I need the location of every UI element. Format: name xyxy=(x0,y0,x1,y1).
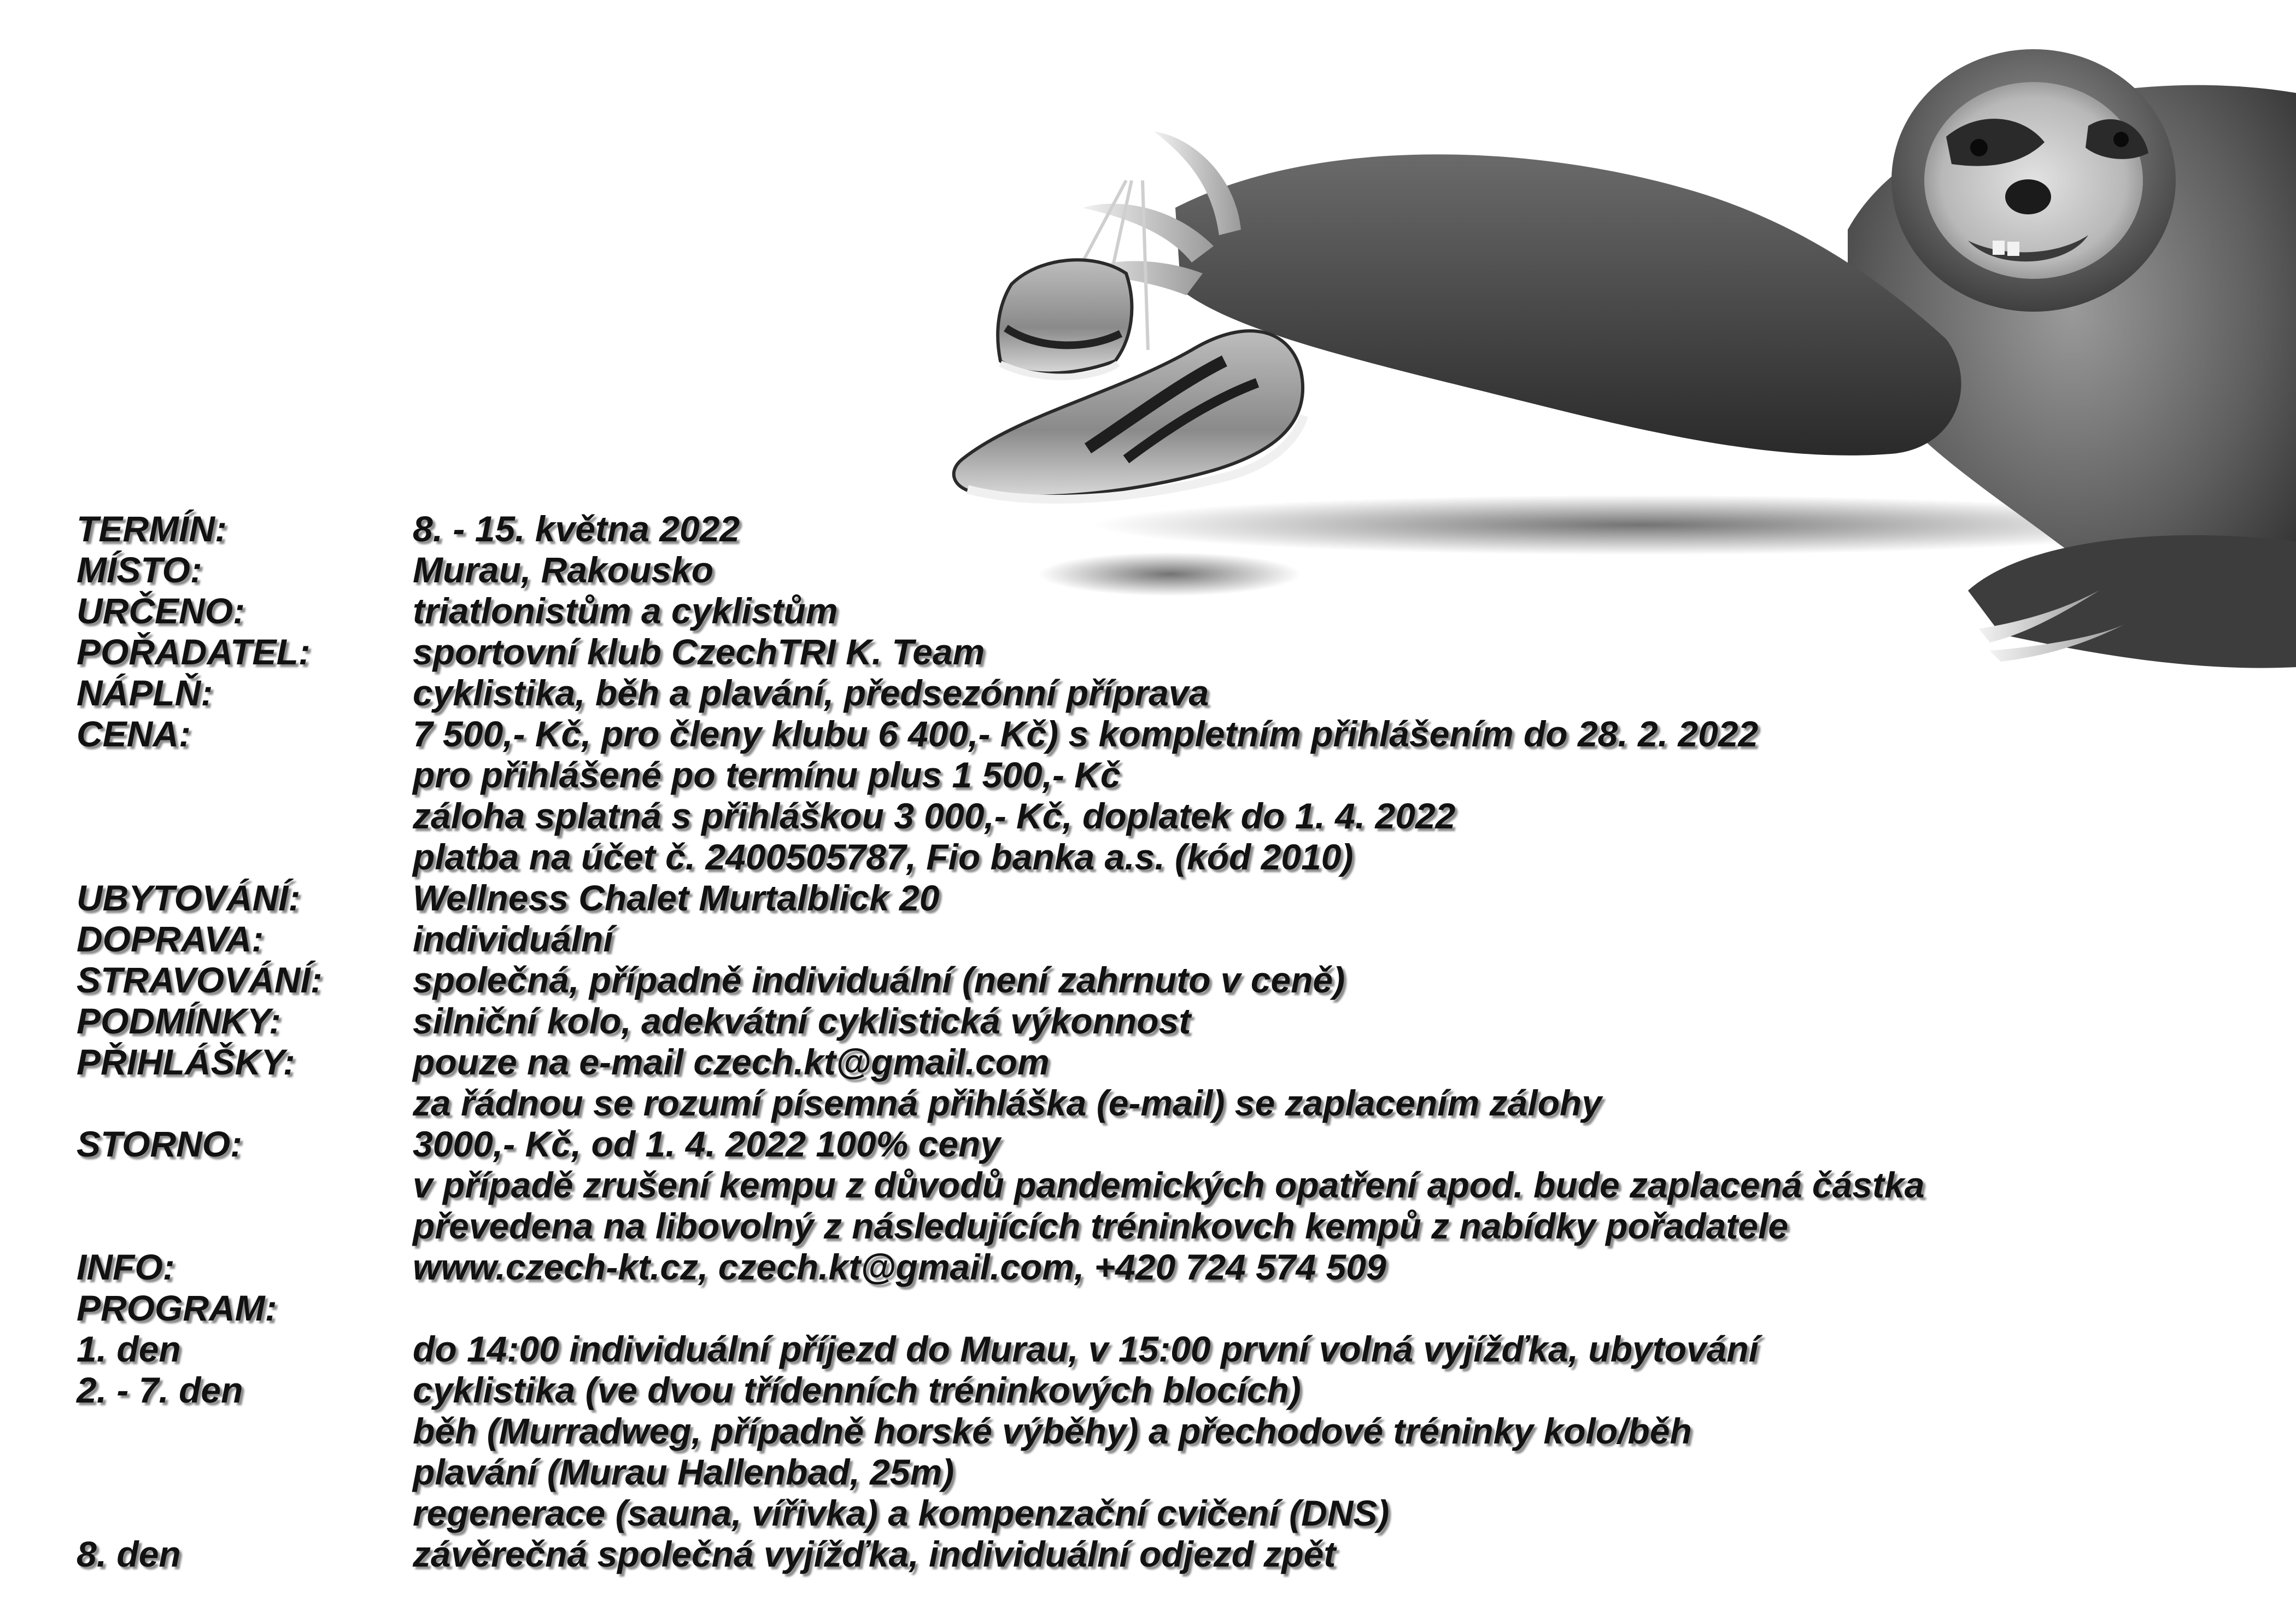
info-row xyxy=(77,1288,2241,1329)
info-value-line: cyklistika, běh a plavání, předsezónní příprava xyxy=(413,673,1209,713)
info-value-line: sportovní klub CzechTRI K. Team xyxy=(413,632,985,672)
info-value-line: do 14:00 individuální příjezd do Murau, v 15:00 první volná vyjížďka, ubytování xyxy=(413,1329,1759,1369)
info-label: MÍSTO: xyxy=(77,550,202,590)
info-values xyxy=(413,878,2241,919)
info-value-line: www.czech-kt.cz, czech.kt@gmail.com, +420 724 574 509 xyxy=(413,1247,1386,1287)
info-row xyxy=(77,1042,2241,1124)
info-values xyxy=(413,1042,2241,1124)
info-value-line: v případě zrušení kempu z důvodů pandemických opatření apod. bude zaplacená částka xyxy=(413,1165,1925,1205)
info-value-line: záloha splatná s přihláškou 3 000,- Kč, doplatek do 1. 4. 2022 xyxy=(413,796,1456,836)
info-label: 2. - 7. den xyxy=(77,1370,243,1410)
sloth-head xyxy=(1891,49,2176,312)
info-value-line: plavání (Murau Hallenbad, 25m) xyxy=(413,1452,954,1492)
info-values xyxy=(413,1329,2241,1370)
info-values xyxy=(413,632,2241,673)
info-value-line: triatlonistům a cyklistům xyxy=(413,591,838,631)
info-row xyxy=(77,632,2241,673)
info-label: PŘIHLÁŠKY: xyxy=(77,1042,295,1082)
info-value-line: Wellness Chalet Murtalblick 20 xyxy=(413,878,940,918)
info-row xyxy=(77,878,2241,919)
info-row xyxy=(77,1329,2241,1370)
info-value-line: společná, případně individuální (není zahrnuto v ceně) xyxy=(413,960,1345,1000)
info-value-line: platba na účet č. 2400505787, Fio banka a.s. (kód 2010) xyxy=(413,837,1354,877)
info-value-line: 8. - 15. května 2022 xyxy=(413,509,740,549)
info-label: PODMÍNKY: xyxy=(77,1001,282,1041)
info-label: PROGRAM: xyxy=(77,1288,277,1328)
info-value-line: 7 500,- Kč, pro členy klubu 6 400,- Kč) s kompletním přihlášením do 28. 2. 2022 xyxy=(413,714,1759,754)
info-label: URČENO: xyxy=(77,591,245,631)
info-value-line: pro přihlášené po termínu plus 1 500,- Kč xyxy=(413,755,1121,795)
info-label: STRAVOVÁNÍ: xyxy=(77,960,323,1000)
info-value-line: závěrečná společná vyjížďka, individuální odjezd zpět xyxy=(413,1534,1336,1574)
info-label: CENA: xyxy=(77,714,191,754)
info-value-line: regenerace (sauna, vířivka) a kompenzační cvičení (DNS) xyxy=(413,1493,1390,1533)
info-values xyxy=(413,1288,2241,1329)
info-row xyxy=(77,1370,2241,1534)
info-values xyxy=(413,1124,2241,1247)
info-label: INFO: xyxy=(77,1247,175,1287)
info-values xyxy=(413,509,2241,550)
info-row xyxy=(77,550,2241,591)
info-row xyxy=(77,591,2241,632)
info-label: DOPRAVA: xyxy=(77,919,264,959)
info-label: 1. den xyxy=(77,1329,181,1369)
info-value-line xyxy=(413,1288,2241,1329)
info-row xyxy=(77,673,2241,714)
info-row xyxy=(77,509,2241,550)
info-label: 8. den xyxy=(77,1534,181,1574)
info-values xyxy=(413,960,2241,1001)
info-label: UBYTOVÁNÍ: xyxy=(77,878,301,918)
info-value-line: běh (Murradweg, případně horské výběhy) a přechodové tréninky kolo/běh xyxy=(413,1411,1692,1451)
info-values xyxy=(413,919,2241,960)
info-values xyxy=(413,1247,2241,1288)
info-value-line: individuální xyxy=(413,919,613,959)
info-value-line: cyklistika (ve dvou třídenních tréninkových blocích) xyxy=(413,1370,1301,1410)
info-label: POŘADATEL: xyxy=(77,632,311,672)
info-label: TERMÍN: xyxy=(77,509,227,549)
camp-info-list xyxy=(77,509,2241,1575)
running-shoe-upper xyxy=(998,260,1132,377)
info-row xyxy=(77,714,2241,878)
info-values xyxy=(413,1001,2241,1042)
info-values xyxy=(413,673,2241,714)
info-row xyxy=(77,1534,2241,1575)
info-row xyxy=(77,1001,2241,1042)
info-value-line: 3000,- Kč, od 1. 4. 2022 100% ceny xyxy=(413,1124,1000,1164)
info-values xyxy=(413,1370,2241,1534)
info-label: NÁPLŇ: xyxy=(77,673,213,713)
info-row xyxy=(77,919,2241,960)
info-value-line: silniční kolo, adekvátní cyklistická výkonnost xyxy=(413,1001,1191,1041)
info-value-line: za řádnou se rozumí písemná přihláška (e-mail) se zaplacením zálohy xyxy=(413,1083,1602,1123)
info-row xyxy=(77,1247,2241,1288)
info-value-line: Murau, Rakousko xyxy=(413,550,714,590)
info-values xyxy=(413,1534,2241,1575)
info-row xyxy=(77,1124,2241,1247)
info-values xyxy=(413,591,2241,632)
info-row xyxy=(77,960,2241,1001)
info-value-line: převedena na libovolný z následujících tréninkovch kempů z nabídky pořadatele xyxy=(413,1206,1789,1246)
info-label: STORNO: xyxy=(77,1124,243,1164)
info-values xyxy=(413,550,2241,591)
info-values xyxy=(413,714,2241,878)
info-value-line: pouze na e-mail czech.kt@gmail.com xyxy=(413,1042,1050,1082)
